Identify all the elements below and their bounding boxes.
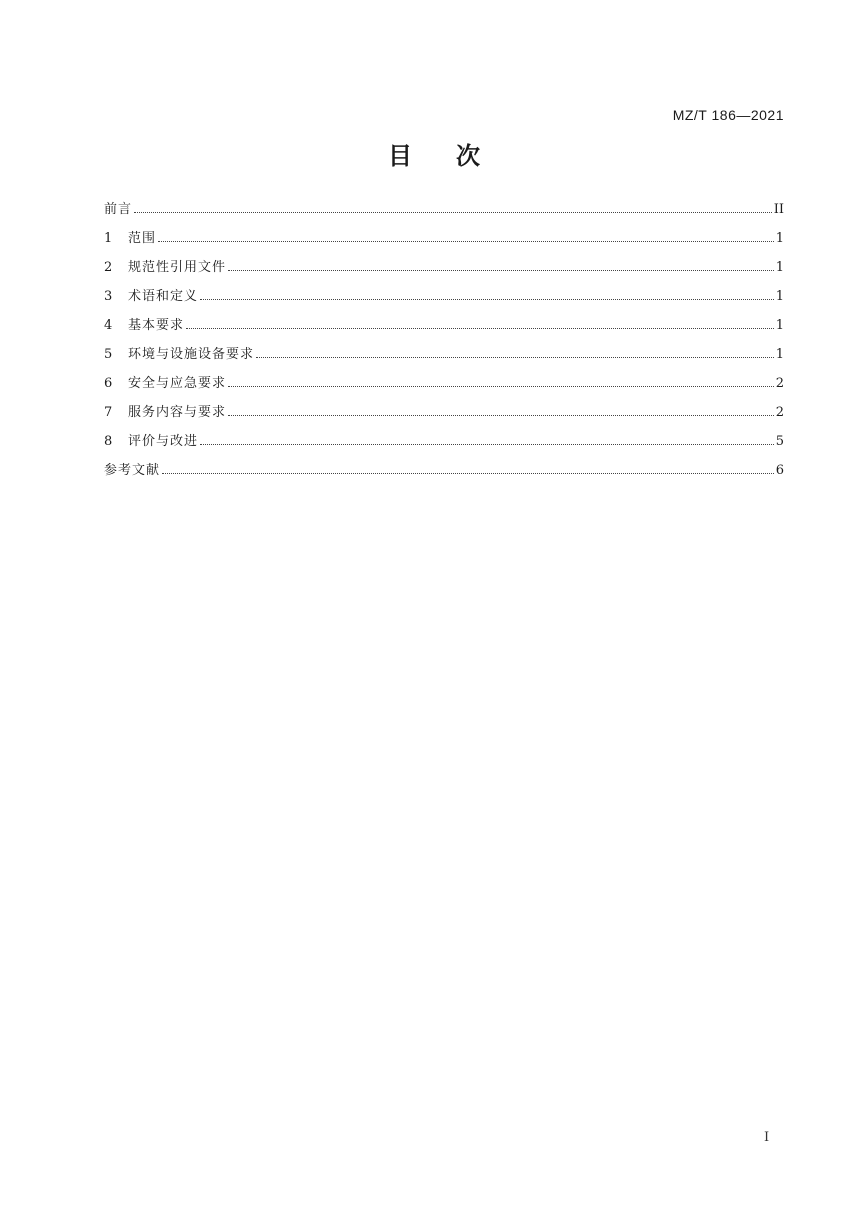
toc-entry-label: 环境与设施设备要求 [128,347,255,362]
toc-entry-page: 1 [775,347,784,362]
toc-entry-number: 4 [104,318,113,333]
table-of-contents [104,200,784,490]
toc-entry-page: 1 [775,260,784,275]
toc-entry-label: 前言 [104,202,133,217]
toc-leader-dots [186,327,774,329]
toc-entry-6[interactable] [104,374,784,403]
toc-leader-dots [200,443,774,445]
toc-entry-1[interactable] [104,229,784,258]
page-number: I [764,1130,770,1145]
toc-entry-page: 6 [775,463,784,478]
toc-entry-page: 5 [775,434,784,449]
standard-code: MZ/T 186—2021 [672,107,784,123]
toc-entry-label: 参考文献 [104,463,161,478]
toc-entry-5[interactable] [104,345,784,374]
toc-leader-dots [228,269,774,271]
toc-entry-label: 服务内容与要求 [128,405,227,420]
toc-entry-7[interactable] [104,403,784,432]
toc-entry-page: II [773,202,784,217]
toc-entry-3[interactable] [104,287,784,316]
toc-entry-page: 2 [775,376,784,391]
toc-entry-number: 6 [104,376,113,391]
toc-entry-number: 5 [104,347,113,362]
toc-entry-label: 基本要求 [128,318,185,333]
toc-entry-number: 3 [104,289,113,304]
toc-entry-number: 1 [104,231,113,246]
toc-entry-label: 规范性引用文件 [128,260,227,275]
toc-entry-number: 8 [104,434,113,449]
toc-entry-foreword[interactable] [104,200,784,229]
toc-entry-number: 7 [104,405,113,420]
toc-entry-label: 术语和定义 [128,289,199,304]
toc-entry-page: 2 [775,405,784,420]
toc-leader-dots [200,298,774,300]
toc-leader-dots [158,240,774,242]
toc-entry-number: 2 [104,260,113,275]
toc-entry-8[interactable] [104,432,784,461]
toc-entry-label: 评价与改进 [128,434,199,449]
toc-entry-label: 安全与应急要求 [128,376,227,391]
toc-leader-dots [228,414,774,416]
toc-leader-dots [162,472,774,474]
toc-entry-page: 1 [775,289,784,304]
toc-entry-label: 范围 [128,231,157,246]
toc-entry-page: 1 [775,231,784,246]
toc-entry-page: 1 [775,318,784,333]
toc-leader-dots [228,385,774,387]
toc-entry-2[interactable] [104,258,784,287]
page-title: 目次 [388,142,524,170]
toc-leader-dots [134,211,772,213]
toc-leader-dots [256,356,774,358]
toc-entry-4[interactable] [104,316,784,345]
toc-entry-references[interactable] [104,461,784,490]
